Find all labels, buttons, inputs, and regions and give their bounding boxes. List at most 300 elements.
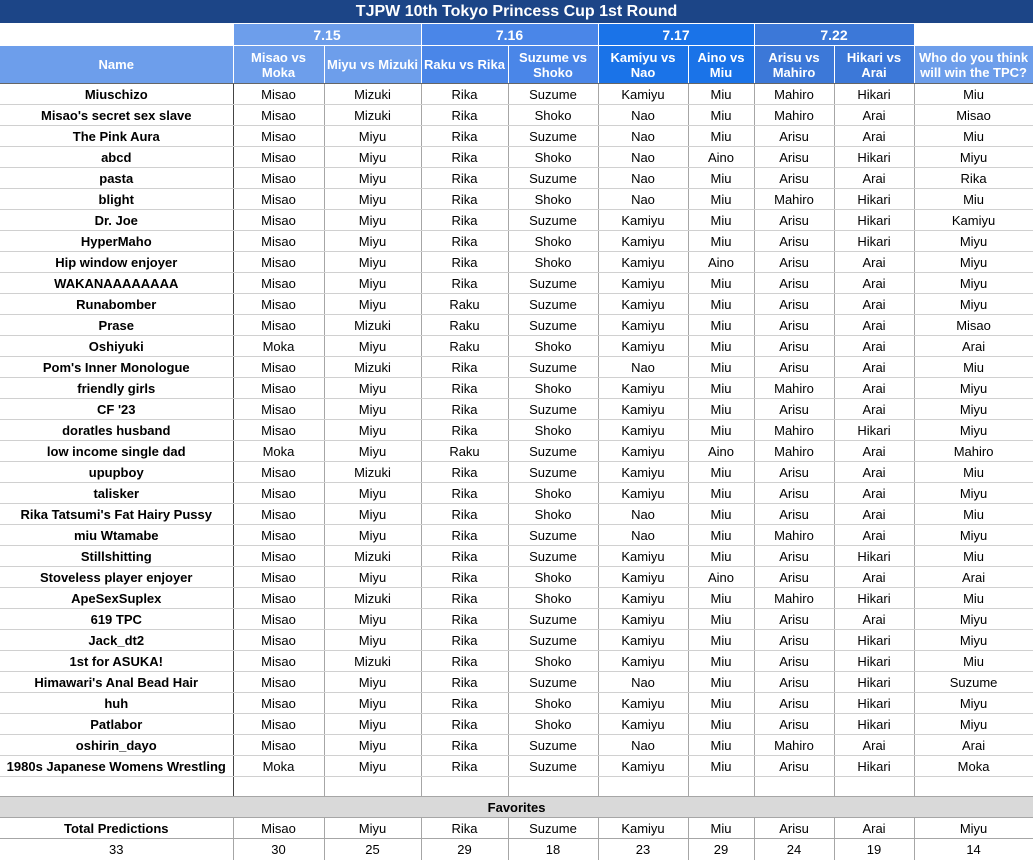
pick-cell[interactable]: Kamiyu bbox=[598, 315, 688, 336]
pick-cell[interactable]: Mahiro bbox=[754, 588, 834, 609]
pick-cell[interactable]: Miu bbox=[688, 588, 754, 609]
pick-cell[interactable]: Mahiro bbox=[754, 84, 834, 105]
pick-cell[interactable]: Arai bbox=[834, 441, 914, 462]
tpc-winner-pick-cell[interactable]: Miyu bbox=[914, 147, 1033, 168]
tpc-winner-pick-cell[interactable]: Miu bbox=[914, 588, 1033, 609]
pick-cell[interactable]: Suzume bbox=[508, 84, 598, 105]
favorite-cell[interactable]: Arisu bbox=[754, 818, 834, 839]
pick-cell[interactable]: Shoko bbox=[508, 378, 598, 399]
participant-name-cell[interactable]: oshirin_dayo bbox=[0, 735, 233, 756]
pick-cell[interactable]: Shoko bbox=[508, 420, 598, 441]
pick-cell[interactable]: Arai bbox=[834, 126, 914, 147]
pick-cell[interactable]: Rika bbox=[421, 504, 508, 525]
participant-name-cell[interactable]: Misao's secret sex slave bbox=[0, 105, 233, 126]
sheet-title[interactable]: TJPW 10th Tokyo Princess Cup 1st Round bbox=[0, 0, 1033, 24]
pick-cell[interactable]: Suzume bbox=[508, 399, 598, 420]
participant-name-cell[interactable]: talisker bbox=[0, 483, 233, 504]
pick-cell[interactable]: Shoko bbox=[508, 105, 598, 126]
favorite-cell[interactable]: Rika bbox=[421, 818, 508, 839]
pick-cell[interactable]: Rika bbox=[421, 756, 508, 777]
pick-cell[interactable]: Shoko bbox=[508, 252, 598, 273]
pick-cell[interactable]: Suzume bbox=[508, 126, 598, 147]
tpc-winner-pick-cell[interactable]: Miu bbox=[914, 84, 1033, 105]
pick-cell[interactable]: Rika bbox=[421, 357, 508, 378]
pick-cell[interactable]: Arai bbox=[834, 273, 914, 294]
pick-cell[interactable]: Miu bbox=[688, 714, 754, 735]
participant-name-cell[interactable]: 1st for ASUKA! bbox=[0, 651, 233, 672]
pick-cell[interactable]: Misao bbox=[233, 168, 324, 189]
pick-cell[interactable]: Rika bbox=[421, 399, 508, 420]
pick-cell[interactable]: Miu bbox=[688, 735, 754, 756]
pick-cell[interactable]: Kamiyu bbox=[598, 651, 688, 672]
pick-cell[interactable]: Nao bbox=[598, 504, 688, 525]
pick-cell[interactable]: Miyu bbox=[324, 147, 421, 168]
pick-cell[interactable]: Misao bbox=[233, 462, 324, 483]
empty-cell[interactable] bbox=[0, 777, 233, 797]
pick-cell[interactable]: Shoko bbox=[508, 147, 598, 168]
empty-cell[interactable] bbox=[598, 777, 688, 797]
tpc-winner-pick-cell[interactable]: Miu bbox=[914, 546, 1033, 567]
pick-cell[interactable]: Arisu bbox=[754, 672, 834, 693]
favorite-cell[interactable]: Miu bbox=[688, 818, 754, 839]
pick-cell[interactable]: Mahiro bbox=[754, 378, 834, 399]
participant-name-cell[interactable]: Miuschizo bbox=[0, 84, 233, 105]
pick-cell[interactable]: Nao bbox=[598, 126, 688, 147]
tpc-winner-pick-cell[interactable]: Kamiyu bbox=[914, 210, 1033, 231]
pick-cell[interactable]: Misao bbox=[233, 252, 324, 273]
pick-cell[interactable]: Moka bbox=[233, 336, 324, 357]
participant-name-cell[interactable]: miu Wtamabe bbox=[0, 525, 233, 546]
pick-cell[interactable]: Misao bbox=[233, 399, 324, 420]
pick-cell[interactable]: Misao bbox=[233, 588, 324, 609]
participant-name-cell[interactable]: Hip window enjoyer bbox=[0, 252, 233, 273]
pick-cell[interactable]: Suzume bbox=[508, 210, 598, 231]
pick-cell[interactable]: Miu bbox=[688, 378, 754, 399]
favorite-count-cell[interactable]: 23 bbox=[598, 839, 688, 861]
pick-cell[interactable]: Nao bbox=[598, 168, 688, 189]
participant-name-cell[interactable]: blight bbox=[0, 189, 233, 210]
tpc-winner-pick-cell[interactable]: Miyu bbox=[914, 525, 1033, 546]
pick-cell[interactable]: Kamiyu bbox=[598, 546, 688, 567]
empty-cell[interactable] bbox=[754, 777, 834, 797]
pick-cell[interactable]: Miyu bbox=[324, 189, 421, 210]
participant-name-cell[interactable]: Runabomber bbox=[0, 294, 233, 315]
pick-cell[interactable]: Shoko bbox=[508, 231, 598, 252]
pick-cell[interactable]: Shoko bbox=[508, 588, 598, 609]
pick-cell[interactable]: Rika bbox=[421, 651, 508, 672]
pick-cell[interactable]: Suzume bbox=[508, 168, 598, 189]
blank-header-cell[interactable] bbox=[0, 24, 233, 46]
pick-cell[interactable]: Misao bbox=[233, 483, 324, 504]
pick-cell[interactable]: Arai bbox=[834, 504, 914, 525]
pick-cell[interactable]: Rika bbox=[421, 462, 508, 483]
pick-cell[interactable]: Misao bbox=[233, 714, 324, 735]
pick-cell[interactable]: Misao bbox=[233, 651, 324, 672]
favorite-count-cell[interactable]: 14 bbox=[914, 839, 1033, 861]
pick-cell[interactable]: Suzume bbox=[508, 441, 598, 462]
pick-cell[interactable]: Miu bbox=[688, 168, 754, 189]
tpc-winner-pick-cell[interactable]: Miu bbox=[914, 189, 1033, 210]
tpc-winner-pick-cell[interactable]: Misao bbox=[914, 105, 1033, 126]
pick-cell[interactable]: Misao bbox=[233, 84, 324, 105]
match-header[interactable]: Kamiyu vs Nao bbox=[598, 46, 688, 84]
pick-cell[interactable]: Suzume bbox=[508, 735, 598, 756]
match-header[interactable]: Misao vs Moka bbox=[233, 46, 324, 84]
pick-cell[interactable]: Nao bbox=[598, 735, 688, 756]
pick-cell[interactable]: Nao bbox=[598, 525, 688, 546]
pick-cell[interactable]: Arai bbox=[834, 105, 914, 126]
pick-cell[interactable]: Miyu bbox=[324, 504, 421, 525]
pick-cell[interactable]: Arai bbox=[834, 567, 914, 588]
empty-cell[interactable] bbox=[688, 777, 754, 797]
pick-cell[interactable]: Rika bbox=[421, 630, 508, 651]
pick-cell[interactable]: Misao bbox=[233, 210, 324, 231]
pick-cell[interactable]: Hikari bbox=[834, 210, 914, 231]
pick-cell[interactable]: Kamiyu bbox=[598, 756, 688, 777]
favorite-cell[interactable]: Suzume bbox=[508, 818, 598, 839]
pick-cell[interactable]: Hikari bbox=[834, 84, 914, 105]
pick-cell[interactable]: Arisu bbox=[754, 336, 834, 357]
pick-cell[interactable]: Suzume bbox=[508, 525, 598, 546]
pick-cell[interactable]: Miyu bbox=[324, 693, 421, 714]
tpc-winner-pick-cell[interactable]: Misao bbox=[914, 315, 1033, 336]
pick-cell[interactable]: Miu bbox=[688, 630, 754, 651]
pick-cell[interactable]: Mizuki bbox=[324, 315, 421, 336]
pick-cell[interactable]: Miyu bbox=[324, 735, 421, 756]
pick-cell[interactable]: Miu bbox=[688, 525, 754, 546]
pick-cell[interactable]: Misao bbox=[233, 231, 324, 252]
pick-cell[interactable]: Arisu bbox=[754, 357, 834, 378]
pick-cell[interactable]: Miyu bbox=[324, 630, 421, 651]
pick-cell[interactable]: Miu bbox=[688, 504, 754, 525]
pick-cell[interactable]: Miyu bbox=[324, 168, 421, 189]
pick-cell[interactable]: Miu bbox=[688, 651, 754, 672]
pick-cell[interactable]: Aino bbox=[688, 567, 754, 588]
pick-cell[interactable]: Miyu bbox=[324, 609, 421, 630]
pick-cell[interactable]: Kamiyu bbox=[598, 210, 688, 231]
pick-cell[interactable]: Kamiyu bbox=[598, 567, 688, 588]
total-count-cell[interactable]: 33 bbox=[0, 839, 233, 861]
date-header-7-17[interactable]: 7.17 bbox=[598, 24, 754, 46]
pick-cell[interactable]: Misao bbox=[233, 147, 324, 168]
pick-cell[interactable]: Rika bbox=[421, 420, 508, 441]
match-header[interactable]: Raku vs Rika bbox=[421, 46, 508, 84]
pick-cell[interactable]: Miyu bbox=[324, 273, 421, 294]
participant-name-cell[interactable]: ApeSexSuplex bbox=[0, 588, 233, 609]
favorite-cell[interactable]: Kamiyu bbox=[598, 818, 688, 839]
tpc-winner-pick-cell[interactable]: Miyu bbox=[914, 609, 1033, 630]
pick-cell[interactable]: Arisu bbox=[754, 210, 834, 231]
pick-cell[interactable]: Mizuki bbox=[324, 84, 421, 105]
pick-cell[interactable]: Raku bbox=[421, 294, 508, 315]
pick-cell[interactable]: Misao bbox=[233, 126, 324, 147]
pick-cell[interactable]: Nao bbox=[598, 672, 688, 693]
pick-cell[interactable]: Misao bbox=[233, 693, 324, 714]
pick-cell[interactable]: Misao bbox=[233, 735, 324, 756]
participant-name-cell[interactable]: friendly girls bbox=[0, 378, 233, 399]
favorite-cell[interactable]: Miyu bbox=[914, 818, 1033, 839]
pick-cell[interactable]: Suzume bbox=[508, 630, 598, 651]
pick-cell[interactable]: Miyu bbox=[324, 294, 421, 315]
pick-cell[interactable]: Mizuki bbox=[324, 462, 421, 483]
pick-cell[interactable]: Hikari bbox=[834, 420, 914, 441]
pick-cell[interactable]: Nao bbox=[598, 105, 688, 126]
pick-cell[interactable]: Misao bbox=[233, 315, 324, 336]
empty-cell[interactable] bbox=[834, 777, 914, 797]
pick-cell[interactable]: Misao bbox=[233, 273, 324, 294]
pick-cell[interactable]: Shoko bbox=[508, 714, 598, 735]
tpc-winner-pick-cell[interactable]: Suzume bbox=[914, 672, 1033, 693]
pick-cell[interactable]: Kamiyu bbox=[598, 378, 688, 399]
participant-name-cell[interactable]: The Pink Aura bbox=[0, 126, 233, 147]
pick-cell[interactable]: Arai bbox=[834, 357, 914, 378]
pick-cell[interactable]: Mizuki bbox=[324, 546, 421, 567]
pick-cell[interactable]: Hikari bbox=[834, 588, 914, 609]
participant-name-cell[interactable]: 619 TPC bbox=[0, 609, 233, 630]
pick-cell[interactable]: Rika bbox=[421, 210, 508, 231]
pick-cell[interactable]: Miu bbox=[688, 231, 754, 252]
pick-cell[interactable]: Arai bbox=[834, 525, 914, 546]
pick-cell[interactable]: Arai bbox=[834, 252, 914, 273]
tpc-winner-pick-cell[interactable]: Arai bbox=[914, 336, 1033, 357]
pick-cell[interactable]: Miyu bbox=[324, 441, 421, 462]
pick-cell[interactable]: Suzume bbox=[508, 756, 598, 777]
pick-cell[interactable]: Hikari bbox=[834, 651, 914, 672]
pick-cell[interactable]: Arisu bbox=[754, 630, 834, 651]
match-header[interactable]: Aino vs Miu bbox=[688, 46, 754, 84]
pick-cell[interactable]: Miyu bbox=[324, 252, 421, 273]
total-predictions-label[interactable]: Total Predictions bbox=[0, 818, 233, 839]
pick-cell[interactable]: Miyu bbox=[324, 231, 421, 252]
match-header[interactable]: Miyu vs Mizuki bbox=[324, 46, 421, 84]
pick-cell[interactable]: Miyu bbox=[324, 420, 421, 441]
pick-cell[interactable]: Kamiyu bbox=[598, 609, 688, 630]
pick-cell[interactable]: Rika bbox=[421, 483, 508, 504]
pick-cell[interactable]: Arai bbox=[834, 462, 914, 483]
pick-cell[interactable]: Rika bbox=[421, 693, 508, 714]
pick-cell[interactable]: Arisu bbox=[754, 462, 834, 483]
participant-name-cell[interactable]: Jack_dt2 bbox=[0, 630, 233, 651]
pick-cell[interactable]: Rika bbox=[421, 525, 508, 546]
tpc-winner-pick-cell[interactable]: Miu bbox=[914, 462, 1033, 483]
favorite-count-cell[interactable]: 30 bbox=[233, 839, 324, 861]
pick-cell[interactable]: Arisu bbox=[754, 294, 834, 315]
pick-cell[interactable]: Miyu bbox=[324, 672, 421, 693]
pick-cell[interactable]: Kamiyu bbox=[598, 273, 688, 294]
pick-cell[interactable]: Hikari bbox=[834, 630, 914, 651]
pick-cell[interactable]: Raku bbox=[421, 441, 508, 462]
participant-name-cell[interactable]: doratles husband bbox=[0, 420, 233, 441]
favorite-count-cell[interactable]: 29 bbox=[688, 839, 754, 861]
favorite-cell[interactable]: Miyu bbox=[324, 818, 421, 839]
favorite-count-cell[interactable]: 29 bbox=[421, 839, 508, 861]
pick-cell[interactable]: Miyu bbox=[324, 756, 421, 777]
pick-cell[interactable]: Miu bbox=[688, 756, 754, 777]
tpc-winner-pick-cell[interactable]: Miyu bbox=[914, 252, 1033, 273]
pick-cell[interactable]: Arisu bbox=[754, 756, 834, 777]
participant-name-cell[interactable]: Patlabor bbox=[0, 714, 233, 735]
pick-cell[interactable]: Miu bbox=[688, 609, 754, 630]
pick-cell[interactable]: Misao bbox=[233, 567, 324, 588]
empty-cell[interactable] bbox=[421, 777, 508, 797]
pick-cell[interactable]: Arai bbox=[834, 609, 914, 630]
pick-cell[interactable]: Mahiro bbox=[754, 105, 834, 126]
tpc-winner-pick-cell[interactable]: Moka bbox=[914, 756, 1033, 777]
pick-cell[interactable]: Misao bbox=[233, 420, 324, 441]
participant-name-cell[interactable]: CF '23 bbox=[0, 399, 233, 420]
pick-cell[interactable]: Arisu bbox=[754, 651, 834, 672]
pick-cell[interactable]: Shoko bbox=[508, 504, 598, 525]
pick-cell[interactable]: Miu bbox=[688, 420, 754, 441]
tpc-winner-pick-cell[interactable]: Miyu bbox=[914, 714, 1033, 735]
participant-name-cell[interactable]: HyperMaho bbox=[0, 231, 233, 252]
pick-cell[interactable]: Aino bbox=[688, 441, 754, 462]
pick-cell[interactable]: Miu bbox=[688, 315, 754, 336]
tpc-winner-pick-cell[interactable]: Miyu bbox=[914, 273, 1033, 294]
pick-cell[interactable]: Mizuki bbox=[324, 357, 421, 378]
pick-cell[interactable]: Misao bbox=[233, 525, 324, 546]
pick-cell[interactable]: Miu bbox=[688, 84, 754, 105]
blank-header-cell[interactable] bbox=[914, 24, 1033, 46]
pick-cell[interactable]: Rika bbox=[421, 147, 508, 168]
pick-cell[interactable]: Rika bbox=[421, 105, 508, 126]
tpc-winner-pick-cell[interactable]: Miyu bbox=[914, 399, 1033, 420]
pick-cell[interactable]: Rika bbox=[421, 378, 508, 399]
tpc-winner-pick-cell[interactable]: Miu bbox=[914, 651, 1033, 672]
tpc-winner-pick-cell[interactable]: Miu bbox=[914, 126, 1033, 147]
pick-cell[interactable]: Shoko bbox=[508, 189, 598, 210]
pick-cell[interactable]: Arai bbox=[834, 735, 914, 756]
pick-cell[interactable]: Rika bbox=[421, 609, 508, 630]
pick-cell[interactable]: Rika bbox=[421, 84, 508, 105]
pick-cell[interactable]: Hikari bbox=[834, 756, 914, 777]
pick-cell[interactable]: Suzume bbox=[508, 357, 598, 378]
pick-cell[interactable]: Mahiro bbox=[754, 525, 834, 546]
pick-cell[interactable]: Misao bbox=[233, 105, 324, 126]
pick-cell[interactable]: Kamiyu bbox=[598, 231, 688, 252]
pick-cell[interactable]: Miu bbox=[688, 189, 754, 210]
pick-cell[interactable]: Miyu bbox=[324, 336, 421, 357]
pick-cell[interactable]: Nao bbox=[598, 357, 688, 378]
pick-cell[interactable]: Arisu bbox=[754, 399, 834, 420]
pick-cell[interactable]: Hikari bbox=[834, 714, 914, 735]
pick-cell[interactable]: Arisu bbox=[754, 609, 834, 630]
tpc-winner-pick-cell[interactable]: Miyu bbox=[914, 483, 1033, 504]
pick-cell[interactable]: Arisu bbox=[754, 147, 834, 168]
pick-cell[interactable]: Kamiyu bbox=[598, 714, 688, 735]
pick-cell[interactable]: Mizuki bbox=[324, 105, 421, 126]
pick-cell[interactable]: Misao bbox=[233, 609, 324, 630]
pick-cell[interactable]: Arisu bbox=[754, 714, 834, 735]
tpc-winner-pick-cell[interactable]: Miyu bbox=[914, 294, 1033, 315]
tpc-winner-pick-cell[interactable]: Arai bbox=[914, 567, 1033, 588]
pick-cell[interactable]: Kamiyu bbox=[598, 252, 688, 273]
date-header-7-22[interactable]: 7.22 bbox=[754, 24, 914, 46]
pick-cell[interactable]: Kamiyu bbox=[598, 420, 688, 441]
tpc-winner-pick-cell[interactable]: Arai bbox=[914, 735, 1033, 756]
pick-cell[interactable]: Miu bbox=[688, 294, 754, 315]
pick-cell[interactable]: Moka bbox=[233, 756, 324, 777]
pick-cell[interactable]: Miyu bbox=[324, 714, 421, 735]
pick-cell[interactable]: Suzume bbox=[508, 546, 598, 567]
pick-cell[interactable]: Arai bbox=[834, 399, 914, 420]
pick-cell[interactable]: Misao bbox=[233, 189, 324, 210]
tpc-winner-pick-cell[interactable]: Miyu bbox=[914, 378, 1033, 399]
pick-cell[interactable]: Hikari bbox=[834, 189, 914, 210]
pick-cell[interactable]: Rika bbox=[421, 672, 508, 693]
participant-name-cell[interactable]: Stillshitting bbox=[0, 546, 233, 567]
pick-cell[interactable]: Miyu bbox=[324, 525, 421, 546]
pick-cell[interactable]: Arisu bbox=[754, 252, 834, 273]
match-header[interactable]: Arisu vs Mahiro bbox=[754, 46, 834, 84]
pick-cell[interactable]: Rika bbox=[421, 252, 508, 273]
pick-cell[interactable]: Suzume bbox=[508, 315, 598, 336]
pick-cell[interactable]: Suzume bbox=[508, 273, 598, 294]
participant-name-cell[interactable]: pasta bbox=[0, 168, 233, 189]
pick-cell[interactable]: Kamiyu bbox=[598, 399, 688, 420]
favorites-label[interactable]: Favorites bbox=[0, 797, 1033, 818]
pick-cell[interactable]: Arai bbox=[834, 315, 914, 336]
pick-cell[interactable]: Arisu bbox=[754, 483, 834, 504]
pick-cell[interactable]: Rika bbox=[421, 735, 508, 756]
pick-cell[interactable]: Shoko bbox=[508, 651, 598, 672]
favorite-count-cell[interactable]: 25 bbox=[324, 839, 421, 861]
tpc-winner-pick-cell[interactable]: Miyu bbox=[914, 231, 1033, 252]
pick-cell[interactable]: Raku bbox=[421, 336, 508, 357]
pick-cell[interactable]: Hikari bbox=[834, 147, 914, 168]
pick-cell[interactable]: Suzume bbox=[508, 672, 598, 693]
pick-cell[interactable]: Rika bbox=[421, 567, 508, 588]
pick-cell[interactable]: Suzume bbox=[508, 294, 598, 315]
pick-cell[interactable]: Miyu bbox=[324, 126, 421, 147]
pick-cell[interactable]: Hikari bbox=[834, 231, 914, 252]
participant-name-cell[interactable]: Prase bbox=[0, 315, 233, 336]
pick-cell[interactable]: Kamiyu bbox=[598, 462, 688, 483]
match-header[interactable]: Hikari vs Arai bbox=[834, 46, 914, 84]
pick-cell[interactable]: Misao bbox=[233, 357, 324, 378]
pick-cell[interactable]: Misao bbox=[233, 630, 324, 651]
pick-cell[interactable]: Kamiyu bbox=[598, 483, 688, 504]
pick-cell[interactable]: Miyu bbox=[324, 483, 421, 504]
pick-cell[interactable]: Miu bbox=[688, 126, 754, 147]
pick-cell[interactable]: Rika bbox=[421, 231, 508, 252]
pick-cell[interactable]: Shoko bbox=[508, 336, 598, 357]
pick-cell[interactable]: Miu bbox=[688, 273, 754, 294]
participant-name-cell[interactable]: Stoveless player enjoyer bbox=[0, 567, 233, 588]
pick-cell[interactable]: Shoko bbox=[508, 693, 598, 714]
participant-name-cell[interactable]: 1980s Japanese Womens Wrestling bbox=[0, 756, 233, 777]
pick-cell[interactable]: Miu bbox=[688, 336, 754, 357]
pick-cell[interactable]: Miyu bbox=[324, 210, 421, 231]
tpc-winner-pick-cell[interactable]: Miu bbox=[914, 504, 1033, 525]
pick-cell[interactable]: Kamiyu bbox=[598, 84, 688, 105]
favorite-cell[interactable]: Misao bbox=[233, 818, 324, 839]
date-header-7-16[interactable]: 7.16 bbox=[421, 24, 598, 46]
pick-cell[interactable]: Misao bbox=[233, 546, 324, 567]
pick-cell[interactable]: Arai bbox=[834, 483, 914, 504]
favorite-count-cell[interactable]: 18 bbox=[508, 839, 598, 861]
pick-cell[interactable]: Rika bbox=[421, 168, 508, 189]
pick-cell[interactable]: Rika bbox=[421, 126, 508, 147]
pick-cell[interactable]: Shoko bbox=[508, 483, 598, 504]
tpc-winner-pick-cell[interactable]: Mahiro bbox=[914, 441, 1033, 462]
pick-cell[interactable]: Arisu bbox=[754, 567, 834, 588]
pick-cell[interactable]: Mahiro bbox=[754, 420, 834, 441]
empty-cell[interactable] bbox=[914, 777, 1033, 797]
pick-cell[interactable]: Misao bbox=[233, 504, 324, 525]
pick-cell[interactable]: Miu bbox=[688, 693, 754, 714]
pick-cell[interactable]: Hikari bbox=[834, 672, 914, 693]
